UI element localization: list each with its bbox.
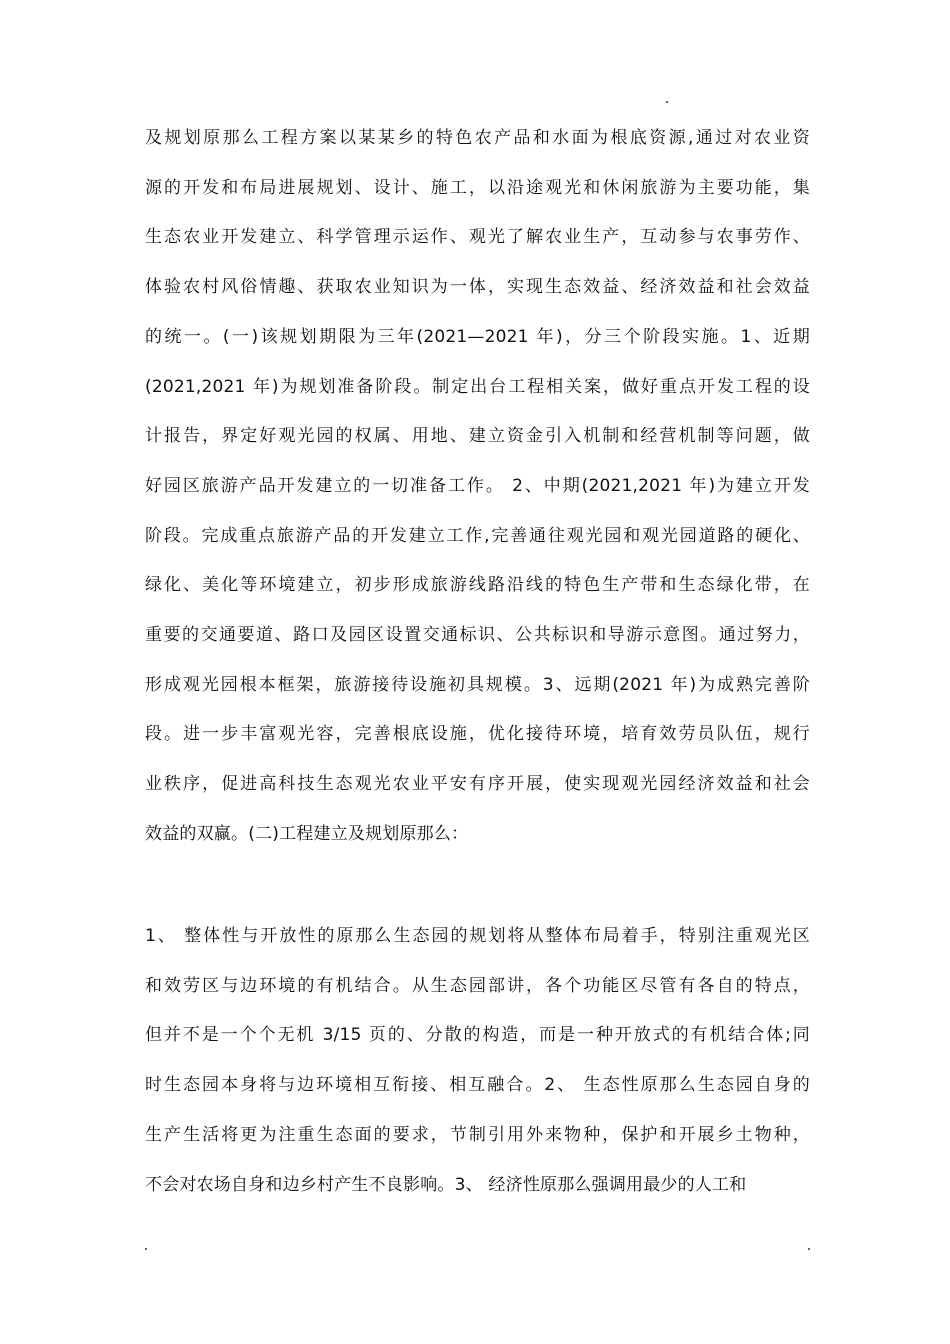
text-line: 业秩序，促进高科技生态观光农业平安有序开展，使实现观光园经济效益和社会 bbox=[145, 774, 810, 795]
text-line: 和效劳区与边环境的有机结合。从生态园部讲，各个功能区尽管有各自的特点， bbox=[145, 975, 810, 996]
text-line: 生态农业开发建立、科学管理示运作、观光了解农业生产，互动参与农事劳作、 bbox=[145, 227, 810, 248]
text-line: 形成观光园根本框架，旅游接待设施初具规模。3、远期(2021 年)为成熟完善阶 bbox=[145, 674, 810, 695]
text-line: 计报告，界定好观光园的权属、用地、建立资金引入机制和经营机制等问题，做 bbox=[145, 426, 810, 447]
text-line: 体验农村风俗情趣、获取农业知识为一体，实现生态效益、经济效益和社会效益 bbox=[145, 277, 810, 298]
header-dot bbox=[666, 101, 668, 103]
text-line: 效益的双赢。(二)工程建立及规划原那么： bbox=[145, 823, 469, 844]
text-line: 时生态园本身将与边环境相互衔接、相互融合。2、 生态性原那么生态园自身的 bbox=[145, 1075, 810, 1096]
text-line: 重要的交通要道、路口及园区设置交通标识、公共标识和导游示意图。通过努力， bbox=[145, 625, 810, 645]
text-line: 阶段。完成重点旅游产品的开发建立工作,完善通往观光园和观光园道路的硬化、 bbox=[145, 525, 810, 546]
text-line: 好园区旅游产品开发建立的一切准备工作。 2、中期(2021,2021 年)为建立开发 bbox=[145, 475, 810, 496]
text-line: 不会对农场自身和边乡村产生不良影响。3、 经济性原那么强调用最少的人工和 bbox=[145, 1174, 747, 1195]
footer-dot-left bbox=[145, 1248, 147, 1250]
footer-dot-right bbox=[808, 1248, 810, 1250]
text-line: 但并不是一个个无机 3/15 页的、分散的构造，而是一种开放式的有机结合体;同 bbox=[145, 1025, 810, 1046]
text-line: 1、 整体性与开放性的原那么生态园的规划将从整体布局着手，特别注重观光区 bbox=[145, 926, 810, 946]
text-line: 及规划原那么工程方案以某某乡的特色农产品和水面为根底资源,通过对农业资 bbox=[145, 128, 810, 148]
text-line: 的统一。(一)该规划期限为三年(2021—2021 年)，分三个阶段实施。1、近期 bbox=[145, 326, 810, 347]
text-line: (2021,2021 年)为规划准备阶段。制定出台工程相关案，做好重点开发工程的设 bbox=[145, 376, 810, 397]
text-line: 绿化、美化等环境建立，初步形成旅游线路沿线的特色生产带和生态绿化带，在 bbox=[145, 575, 810, 596]
text-line: 源的开发和布局进展规划、设计、施工，以沿途观光和休闲旅游为主要功能，集 bbox=[145, 177, 810, 198]
text-line: 生产生活将更为注重生态面的要求，节制引用外来物种，保护和开展乡土物种， bbox=[145, 1124, 810, 1145]
text-line: 段。进一步丰富观光容，完善根底设施，优化接待环境，培育效劳员队伍，规行 bbox=[145, 724, 810, 745]
